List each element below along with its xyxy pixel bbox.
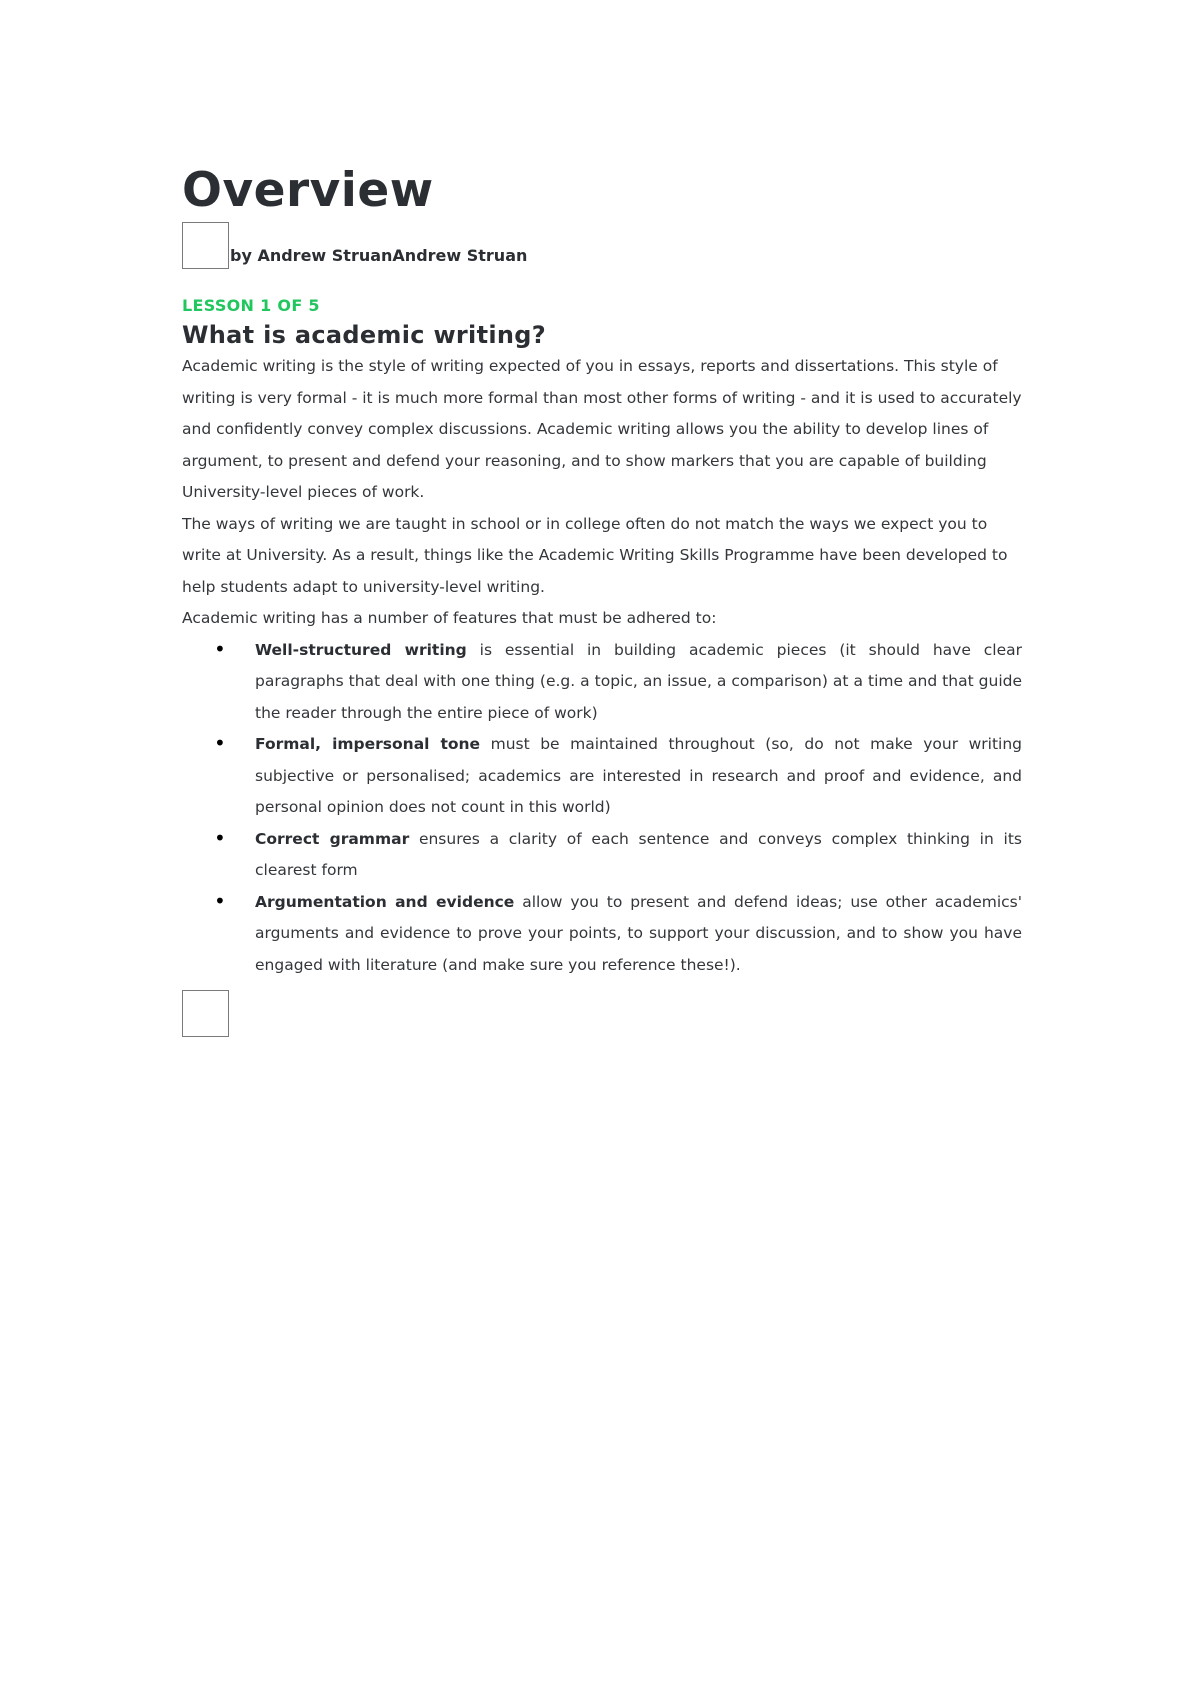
bullet-icon: •: [214, 825, 226, 850]
author-avatar-placeholder: [182, 222, 229, 269]
feature-description: allow you to present and defend ideas; use other academics' arguments and evidence to prove your points, to support your discussion, and to show you have engaged with literature (and make sure you reference these!).: [255, 892, 1022, 974]
lesson-label: LESSON 1 OF 5: [182, 296, 320, 315]
paragraph: Academic writing is the style of writing expected of you in essays, reports and dissertations. This style of writing is very formal - it is much more formal than most other forms of writing - and it is used to accurately and confidently convey complex discussions. Academic writing allows you the ability to develop lines of argument, to present and defend your reasoning, and to show markers that you are capable of building University-level pieces of work.: [182, 357, 1022, 501]
list-item: [214, 635, 1022, 730]
feature-term: Argumentation and evidence: [255, 892, 515, 911]
list-item: [214, 729, 1022, 824]
bullet-icon: •: [214, 731, 226, 755]
bullet-icon: •: [214, 888, 226, 913]
feature-description: ensures a clarity of each sentence and conveys complex thinking in its clearest form: [255, 829, 1022, 879]
paragraph: The ways of writing we are taught in school or in college often do not match the ways we expect you to write at University. As a result, things like the Academic Writing Skills Programme have been developed to help students adapt to university-level writing.: [182, 514, 1008, 596]
author-row: [182, 222, 1022, 272]
page-title: Overview: [182, 163, 434, 218]
features-list: [182, 635, 1022, 982]
image-placeholder: [182, 990, 229, 1037]
paragraph: Academic writing has a number of features that must be adhered to:: [182, 609, 717, 627]
list-item: [214, 824, 1022, 887]
feature-description: is essential in building academic pieces (it should have clear paragraphs that deal with one thing (e.g. a topic, an issue, a comparison) at a time and that guide the reader through the entire piece of work): [255, 640, 1022, 722]
feature-description: must be maintained throughout (so, do not make your writing subjective or personalised; academics are interested in research and proof and evidence, and personal opinion does not count in this world): [255, 735, 1022, 816]
feature-term: Correct grammar: [255, 829, 410, 848]
bullet-icon: •: [214, 636, 226, 661]
feature-term: Formal, impersonal tone: [255, 735, 481, 753]
image-placeholder-row: [182, 990, 1022, 1040]
author-byline: by Andrew StruanAndrew Struan: [230, 246, 528, 265]
document-page: [182, 150, 1022, 1040]
list-item: [214, 887, 1022, 982]
feature-term: Well-structured writing: [255, 640, 467, 659]
section-title: What is academic writing?: [182, 321, 546, 349]
